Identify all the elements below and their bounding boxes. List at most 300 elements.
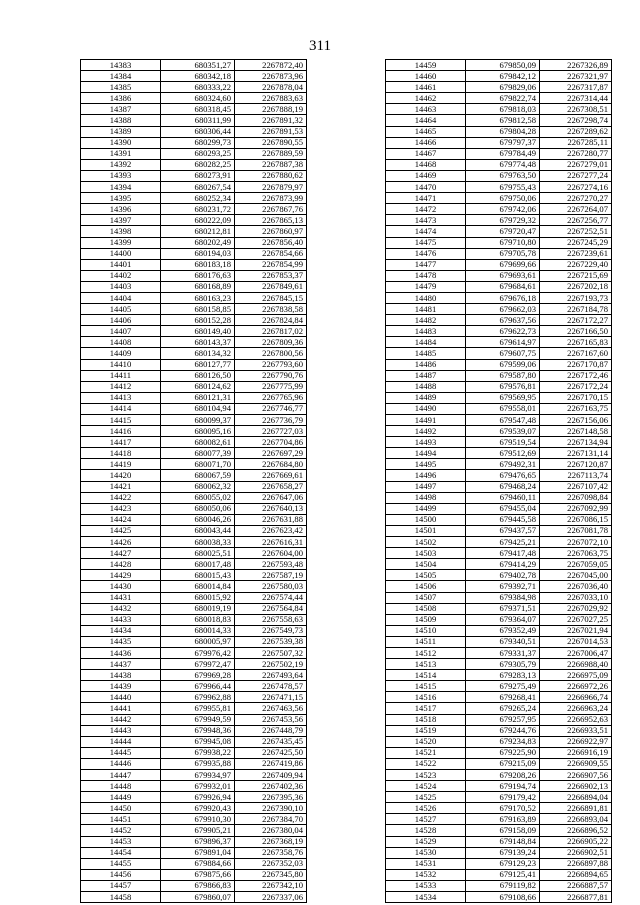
x-coordinate-cell: 679705,78	[466, 248, 540, 259]
x-coordinate-cell: 679729,32	[466, 215, 540, 226]
x-coordinate-cell: 680318,45	[161, 104, 235, 115]
x-coordinate-cell: 679866,83	[161, 880, 235, 891]
y-coordinate-cell: 2266894,04	[540, 792, 612, 803]
y-coordinate-cell: 2267170,15	[540, 392, 612, 403]
y-coordinate-cell: 2267314,44	[540, 93, 612, 104]
y-coordinate-cell: 2267289,62	[540, 126, 612, 137]
point-number-cell: 14511	[386, 636, 466, 647]
table-row	[81, 426, 307, 437]
y-coordinate-cell: 2267120,87	[540, 459, 612, 470]
table-row	[81, 82, 307, 93]
table-row	[386, 304, 612, 315]
x-coordinate-cell: 679225,90	[466, 747, 540, 758]
point-number-cell: 14416	[81, 426, 161, 437]
y-coordinate-cell: 2267006,47	[540, 647, 612, 658]
table-row	[386, 803, 612, 814]
x-coordinate-cell: 679614,97	[466, 337, 540, 348]
table-row	[386, 292, 612, 303]
y-coordinate-cell: 2267021,94	[540, 625, 612, 636]
point-number-cell: 14470	[386, 182, 466, 193]
x-coordinate-cell: 679179,42	[466, 792, 540, 803]
point-number-cell: 14471	[386, 193, 466, 204]
table-row	[81, 148, 307, 159]
x-coordinate-cell: 679720,47	[466, 226, 540, 237]
point-number-cell: 14520	[386, 736, 466, 747]
table-row	[386, 570, 612, 581]
table-row	[386, 281, 612, 292]
table-row	[386, 770, 612, 781]
table-row	[386, 60, 612, 71]
y-coordinate-cell: 2267471,15	[235, 692, 307, 703]
y-coordinate-cell: 2267879,97	[235, 182, 307, 193]
table-row	[386, 426, 612, 437]
y-coordinate-cell: 2267872,40	[235, 60, 307, 71]
point-number-cell: 14413	[81, 392, 161, 403]
point-number-cell: 14530	[386, 847, 466, 858]
y-coordinate-cell: 2267166,50	[540, 326, 612, 337]
point-number-cell: 14420	[81, 470, 161, 481]
point-number-cell: 14500	[386, 514, 466, 525]
y-coordinate-cell: 2267279,01	[540, 159, 612, 170]
table-row	[81, 248, 307, 259]
table-row	[81, 337, 307, 348]
x-coordinate-cell: 680231,72	[161, 204, 235, 215]
table-row	[386, 215, 612, 226]
y-coordinate-cell: 2267063,75	[540, 548, 612, 559]
y-coordinate-cell: 2267658,27	[235, 481, 307, 492]
y-coordinate-cell: 2266891,81	[540, 803, 612, 814]
x-coordinate-cell: 679108,66	[466, 892, 540, 903]
x-coordinate-cell: 679445,58	[466, 514, 540, 525]
point-number-cell: 14399	[81, 237, 161, 248]
x-coordinate-cell: 679125,41	[466, 869, 540, 880]
point-number-cell: 14452	[81, 825, 161, 836]
x-coordinate-cell: 679371,51	[466, 603, 540, 614]
x-coordinate-cell: 680046,26	[161, 514, 235, 525]
point-number-cell: 14533	[386, 880, 466, 891]
point-number-cell: 14423	[81, 503, 161, 514]
table-row	[386, 448, 612, 459]
x-coordinate-cell: 680212,81	[161, 226, 235, 237]
table-row	[386, 470, 612, 481]
point-number-cell: 14453	[81, 836, 161, 847]
table-row	[386, 825, 612, 836]
point-number-cell: 14395	[81, 193, 161, 204]
point-number-cell: 14521	[386, 747, 466, 758]
table-row	[81, 559, 307, 570]
point-number-cell: 14522	[386, 758, 466, 769]
table-row	[386, 625, 612, 636]
y-coordinate-cell: 2267463,56	[235, 703, 307, 714]
point-number-cell: 14519	[386, 725, 466, 736]
x-coordinate-cell: 680282,25	[161, 159, 235, 170]
x-coordinate-cell: 679693,61	[466, 270, 540, 281]
point-number-cell: 14440	[81, 692, 161, 703]
x-coordinate-cell: 680152,28	[161, 315, 235, 326]
y-coordinate-cell: 2267856,40	[235, 237, 307, 248]
x-coordinate-cell: 679257,95	[466, 714, 540, 725]
x-coordinate-cell: 679460,11	[466, 492, 540, 503]
table-row	[81, 781, 307, 792]
y-coordinate-cell: 2267865,13	[235, 215, 307, 226]
y-coordinate-cell: 2267574,44	[235, 592, 307, 603]
point-number-cell: 14422	[81, 492, 161, 503]
point-number-cell: 14464	[386, 115, 466, 126]
table-row	[81, 470, 307, 481]
table-row	[81, 137, 307, 148]
table-row	[81, 459, 307, 470]
point-number-cell: 14410	[81, 359, 161, 370]
point-number-cell: 14501	[386, 525, 466, 536]
y-coordinate-cell: 2267184,78	[540, 304, 612, 315]
y-coordinate-cell: 2267549,73	[235, 625, 307, 636]
x-coordinate-cell: 679244,76	[466, 725, 540, 736]
table-row	[386, 326, 612, 337]
point-number-cell: 14385	[81, 82, 161, 93]
point-number-cell: 14394	[81, 182, 161, 193]
point-number-cell: 14457	[81, 880, 161, 891]
table-row	[386, 692, 612, 703]
y-coordinate-cell: 2267298,74	[540, 115, 612, 126]
point-number-cell: 14418	[81, 448, 161, 459]
y-coordinate-cell: 2267867,76	[235, 204, 307, 215]
y-coordinate-cell: 2267215,69	[540, 270, 612, 281]
y-coordinate-cell: 2267163,75	[540, 403, 612, 414]
x-coordinate-cell: 679402,78	[466, 570, 540, 581]
table-row	[386, 614, 612, 625]
x-coordinate-cell: 680183,18	[161, 259, 235, 270]
table-row	[386, 880, 612, 891]
y-coordinate-cell: 2267746,77	[235, 403, 307, 414]
x-coordinate-cell: 680163,23	[161, 292, 235, 303]
table-row	[81, 647, 307, 658]
table-row	[386, 370, 612, 381]
table-row	[81, 481, 307, 492]
table-row	[81, 315, 307, 326]
table-row	[81, 215, 307, 226]
table-row	[81, 770, 307, 781]
x-coordinate-cell: 680306,44	[161, 126, 235, 137]
x-coordinate-cell: 679699,66	[466, 259, 540, 270]
x-coordinate-cell: 679558,01	[466, 403, 540, 414]
x-coordinate-cell: 679875,66	[161, 869, 235, 880]
x-coordinate-cell: 680055,02	[161, 492, 235, 503]
x-coordinate-cell: 680222,09	[161, 215, 235, 226]
x-coordinate-cell: 679948,36	[161, 725, 235, 736]
table-row	[386, 592, 612, 603]
y-coordinate-cell: 2267352,03	[235, 858, 307, 869]
table-row	[81, 880, 307, 891]
y-coordinate-cell: 2267092,99	[540, 503, 612, 514]
x-coordinate-cell: 679492,31	[466, 459, 540, 470]
y-coordinate-cell: 2267172,46	[540, 370, 612, 381]
y-coordinate-cell: 2267113,74	[540, 470, 612, 481]
y-coordinate-cell: 2267809,36	[235, 337, 307, 348]
point-number-cell: 14432	[81, 603, 161, 614]
y-coordinate-cell: 2267321,97	[540, 71, 612, 82]
table-row	[386, 337, 612, 348]
table-row	[386, 204, 612, 215]
table-row	[386, 503, 612, 514]
point-number-cell: 14400	[81, 248, 161, 259]
table-row	[81, 304, 307, 315]
table-row	[386, 315, 612, 326]
y-coordinate-cell: 2267765,96	[235, 392, 307, 403]
table-row	[81, 514, 307, 525]
x-coordinate-cell: 680071,70	[161, 459, 235, 470]
point-number-cell: 14503	[386, 548, 466, 559]
table-row	[386, 681, 612, 692]
y-coordinate-cell: 2267134,94	[540, 437, 612, 448]
y-coordinate-cell: 2267193,73	[540, 292, 612, 303]
table-row	[386, 403, 612, 414]
x-coordinate-cell: 679949,59	[161, 714, 235, 725]
y-coordinate-cell: 2267736,79	[235, 415, 307, 426]
point-number-cell: 14383	[81, 60, 161, 71]
table-row	[81, 292, 307, 303]
point-number-cell: 14396	[81, 204, 161, 215]
x-coordinate-cell: 679119,82	[466, 880, 540, 891]
y-coordinate-cell: 2267817,02	[235, 326, 307, 337]
x-coordinate-cell: 679910,30	[161, 814, 235, 825]
table-row	[81, 370, 307, 381]
point-number-cell: 14499	[386, 503, 466, 514]
x-coordinate-cell: 679194,74	[466, 781, 540, 792]
point-number-cell: 14404	[81, 292, 161, 303]
y-coordinate-cell: 2267045,00	[540, 570, 612, 581]
y-coordinate-cell: 2267229,40	[540, 259, 612, 270]
table-row	[386, 182, 612, 193]
table-row	[81, 170, 307, 181]
point-number-cell: 14386	[81, 93, 161, 104]
y-coordinate-cell: 2266963,24	[540, 703, 612, 714]
point-number-cell: 14504	[386, 559, 466, 570]
table-row	[81, 403, 307, 414]
y-coordinate-cell: 2267493,64	[235, 670, 307, 681]
point-number-cell: 14466	[386, 137, 466, 148]
point-number-cell: 14442	[81, 714, 161, 725]
x-coordinate-cell: 680134,32	[161, 348, 235, 359]
x-coordinate-cell: 680273,91	[161, 170, 235, 181]
point-number-cell: 14458	[81, 892, 161, 903]
point-number-cell: 14436	[81, 647, 161, 658]
point-number-cell: 14531	[386, 858, 466, 869]
table-row	[81, 437, 307, 448]
point-number-cell: 14484	[386, 337, 466, 348]
table-row	[81, 636, 307, 647]
x-coordinate-cell: 680124,62	[161, 381, 235, 392]
point-number-cell: 14391	[81, 148, 161, 159]
table-row	[386, 415, 612, 426]
y-coordinate-cell: 2267704,86	[235, 437, 307, 448]
y-coordinate-cell: 2267172,24	[540, 381, 612, 392]
y-coordinate-cell: 2267448,79	[235, 725, 307, 736]
point-number-cell: 14434	[81, 625, 161, 636]
y-coordinate-cell: 2267402,36	[235, 781, 307, 792]
table-row	[81, 71, 307, 82]
table-row	[386, 714, 612, 725]
x-coordinate-cell: 679676,18	[466, 292, 540, 303]
x-coordinate-cell: 679519,54	[466, 437, 540, 448]
point-number-cell: 14490	[386, 403, 466, 414]
point-number-cell: 14506	[386, 581, 466, 592]
y-coordinate-cell: 2267274,16	[540, 182, 612, 193]
x-coordinate-cell: 680095,16	[161, 426, 235, 437]
x-coordinate-cell: 679818,03	[466, 104, 540, 115]
point-number-cell: 14509	[386, 614, 466, 625]
y-coordinate-cell: 2267086,15	[540, 514, 612, 525]
x-coordinate-cell: 679265,24	[466, 703, 540, 714]
table-row	[81, 581, 307, 592]
table-row	[386, 492, 612, 503]
table-row	[81, 204, 307, 215]
y-coordinate-cell: 2267873,99	[235, 193, 307, 204]
point-number-cell: 14447	[81, 770, 161, 781]
point-number-cell: 14425	[81, 525, 161, 536]
y-coordinate-cell: 2267270,27	[540, 193, 612, 204]
x-coordinate-cell: 679417,48	[466, 548, 540, 559]
table-row	[386, 459, 612, 470]
point-number-cell: 14465	[386, 126, 466, 137]
x-coordinate-cell: 680126,50	[161, 370, 235, 381]
point-number-cell: 14427	[81, 548, 161, 559]
table-row	[386, 581, 612, 592]
table-row	[81, 892, 307, 903]
x-coordinate-cell: 679352,49	[466, 625, 540, 636]
point-number-cell: 14492	[386, 426, 466, 437]
table-row	[81, 747, 307, 758]
y-coordinate-cell: 2267148,58	[540, 426, 612, 437]
y-coordinate-cell: 2267824,84	[235, 315, 307, 326]
x-coordinate-cell: 680299,73	[161, 137, 235, 148]
x-coordinate-cell: 679414,29	[466, 559, 540, 570]
coordinates-table-left	[80, 59, 307, 903]
x-coordinate-cell: 680324,60	[161, 93, 235, 104]
x-coordinate-cell: 680082,61	[161, 437, 235, 448]
x-coordinate-cell: 679637,56	[466, 315, 540, 326]
x-coordinate-cell: 680143,37	[161, 337, 235, 348]
point-number-cell: 14473	[386, 215, 466, 226]
x-coordinate-cell: 679425,21	[466, 537, 540, 548]
point-number-cell: 14456	[81, 869, 161, 880]
x-coordinate-cell: 680017,48	[161, 559, 235, 570]
x-coordinate-cell: 679268,41	[466, 692, 540, 703]
table-row	[386, 647, 612, 658]
table-row	[386, 847, 612, 858]
point-number-cell: 14439	[81, 681, 161, 692]
x-coordinate-cell: 679384,98	[466, 592, 540, 603]
x-coordinate-cell: 679215,09	[466, 758, 540, 769]
y-coordinate-cell: 2267358,76	[235, 847, 307, 858]
y-coordinate-cell: 2267337,06	[235, 892, 307, 903]
table-row	[386, 525, 612, 536]
x-coordinate-cell: 680168,89	[161, 281, 235, 292]
y-coordinate-cell: 2267256,77	[540, 215, 612, 226]
y-coordinate-cell: 2267165,83	[540, 337, 612, 348]
point-number-cell: 14523	[386, 770, 466, 781]
y-coordinate-cell: 2267245,29	[540, 237, 612, 248]
table-row	[386, 137, 612, 148]
point-number-cell: 14430	[81, 581, 161, 592]
x-coordinate-cell: 680099,37	[161, 415, 235, 426]
x-coordinate-cell: 679684,61	[466, 281, 540, 292]
y-coordinate-cell: 2267593,48	[235, 559, 307, 570]
point-number-cell: 14449	[81, 792, 161, 803]
y-coordinate-cell: 2267368,19	[235, 836, 307, 847]
y-coordinate-cell: 2267036,40	[540, 581, 612, 592]
point-number-cell: 14392	[81, 159, 161, 170]
y-coordinate-cell: 2267880,62	[235, 170, 307, 181]
y-coordinate-cell: 2266975,09	[540, 670, 612, 681]
table-row	[81, 703, 307, 714]
y-coordinate-cell: 2267891,32	[235, 115, 307, 126]
x-coordinate-cell: 679129,23	[466, 858, 540, 869]
point-number-cell: 14459	[386, 60, 466, 71]
table-row	[81, 93, 307, 104]
x-coordinate-cell: 680067,59	[161, 470, 235, 481]
point-number-cell: 14513	[386, 659, 466, 670]
y-coordinate-cell: 2267616,31	[235, 537, 307, 548]
point-number-cell: 14496	[386, 470, 466, 481]
x-coordinate-cell: 679763,50	[466, 170, 540, 181]
y-coordinate-cell: 2267098,84	[540, 492, 612, 503]
y-coordinate-cell: 2267252,51	[540, 226, 612, 237]
x-coordinate-cell: 679926,94	[161, 792, 235, 803]
point-number-cell: 14469	[386, 170, 466, 181]
x-coordinate-cell: 680267,54	[161, 182, 235, 193]
table-row	[81, 503, 307, 514]
x-coordinate-cell: 679891,04	[161, 847, 235, 858]
point-number-cell: 14518	[386, 714, 466, 725]
y-coordinate-cell: 2267800,56	[235, 348, 307, 359]
y-coordinate-cell: 2267342,10	[235, 880, 307, 891]
x-coordinate-cell: 679962,88	[161, 692, 235, 703]
x-coordinate-cell: 680038,33	[161, 537, 235, 548]
table-row	[386, 725, 612, 736]
x-coordinate-cell: 680014,33	[161, 625, 235, 636]
y-coordinate-cell: 2267873,96	[235, 71, 307, 82]
x-coordinate-cell: 680015,43	[161, 570, 235, 581]
x-coordinate-cell: 680043,44	[161, 525, 235, 536]
x-coordinate-cell: 680333,22	[161, 82, 235, 93]
table-row	[81, 792, 307, 803]
point-number-cell: 14524	[386, 781, 466, 792]
table-row	[81, 625, 307, 636]
y-coordinate-cell: 2267453,56	[235, 714, 307, 725]
point-number-cell: 14498	[386, 492, 466, 503]
y-coordinate-cell: 2267640,13	[235, 503, 307, 514]
table-row	[81, 270, 307, 281]
x-coordinate-cell: 680050,06	[161, 503, 235, 514]
table-row	[81, 448, 307, 459]
point-number-cell: 14421	[81, 481, 161, 492]
table-row	[81, 104, 307, 115]
x-coordinate-cell: 679392,71	[466, 581, 540, 592]
y-coordinate-cell: 2267647,06	[235, 492, 307, 503]
x-coordinate-cell: 680293,25	[161, 148, 235, 159]
y-coordinate-cell: 2266952,63	[540, 714, 612, 725]
y-coordinate-cell: 2266909,55	[540, 758, 612, 769]
point-number-cell: 14489	[386, 392, 466, 403]
x-coordinate-cell: 679607,75	[466, 348, 540, 359]
x-coordinate-cell: 679163,89	[466, 814, 540, 825]
x-coordinate-cell: 679804,28	[466, 126, 540, 137]
x-coordinate-cell: 679547,48	[466, 415, 540, 426]
table-row	[81, 659, 307, 670]
y-coordinate-cell: 2266894,65	[540, 869, 612, 880]
point-number-cell: 14485	[386, 348, 466, 359]
x-coordinate-cell: 679812,58	[466, 115, 540, 126]
